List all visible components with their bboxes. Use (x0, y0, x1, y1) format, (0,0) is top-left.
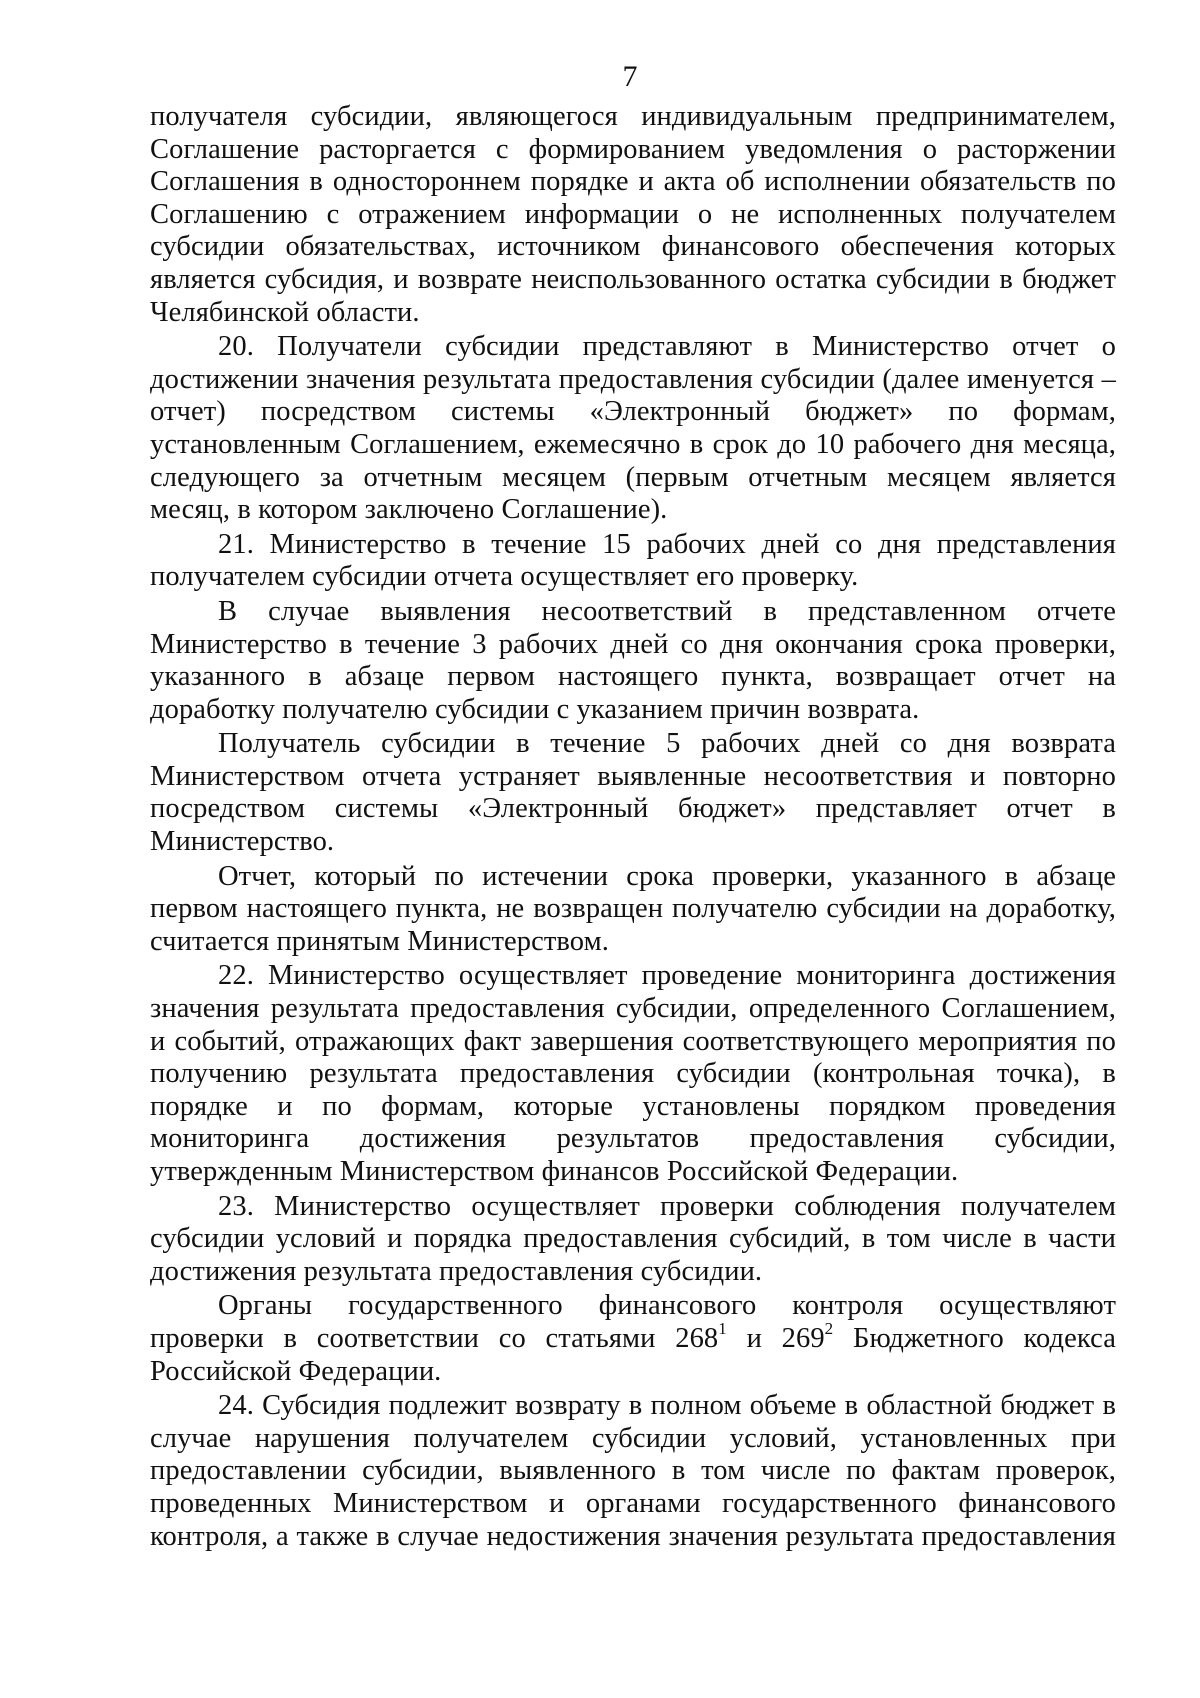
paragraph-item-23-control (150, 1290, 1116, 1388)
paragraph-item-22: 22. Министерство осуществляет проведение мониторинга достижения значения результата предоставления субсидии, определенного Соглашением, и событий, отражающих факт завершения соответствующего мероприятия по получению результата предоставления субсидии (контрольная точка), в порядке и по формам, которые установлены порядком проведения мониторинга достижения результатов предоставления субсидии, утвержденным Министерством финансов Российской Федерации. (150, 960, 1116, 1187)
paragraph-text: Органы государственного финансового контроля осуществляют проверки в соответствии со статьями 268 (150, 1290, 1116, 1354)
paragraph-item-20: 20. Получатели субсидии представляют в Министерство отчет о достижении значения результата предоставления субсидии (далее именуется – отчет) посредством системы «Электронный бюджет» по формам, установленным Соглашением, ежемесячно в срок до 10 рабочего дня месяца, следующего за отчетным месяцем (первым отчетным месяцем является месяц, в котором заключено Соглашение). (150, 331, 1116, 526)
paragraph-item-21-accepted: Отчет, который по истечении срока проверки, указанного в абзаце первом настоящего пункта, не возвращен получателю субсидии на доработку, считается принятым Министерством. (150, 860, 1116, 957)
article-superscript: 2 (824, 1319, 834, 1339)
paragraph-text: и 269 (726, 1322, 825, 1354)
paragraph-item-21-correction: Получатель субсидии в течение 5 рабочих дней со дня возврата Министерством отчета устраняет выявленные несоответствия и повторно посредством системы «Электронный бюджет» представляет отчет в Министерство. (150, 728, 1116, 858)
paragraph-item-21-return: В случае выявления несоответствий в представленном отчете Министерство в течение 3 рабочих дней со дня окончания срока проверки, указанного в абзаце первом настоящего пункта, возвращает отчет на доработку получателю субсидии с указанием причин возврата. (150, 595, 1116, 725)
page-number: 7 (622, 60, 638, 93)
article-superscript: 1 (718, 1319, 727, 1339)
paragraph-item-21: 21. Министерство в течение 15 рабочих дней со дня представления получателем субсидии отчета осуществляет его проверку. (150, 528, 1116, 593)
paragraph-text: Бюджетного кодекса Российской Федерации. (150, 1322, 1116, 1387)
document-body (150, 101, 1116, 1553)
paragraph-item-23: 23. Министерство осуществляет проверки соблюдения получателем субсидии условий и порядка предоставления субсидий, в том числе в части достижения результата предоставления субсидии. (150, 1190, 1116, 1287)
paragraph-item-24: 24. Субсидия подлежит возврату в полном объеме в областной бюджет в случае нарушения получателем субсидии условий, установленных при предоставлении субсидии, выявленного в том числе по фактам проверок, проведенных Министерством и органами государственного финансового контроля, а также в случае недостижения значения результата предоставления (150, 1390, 1116, 1552)
paragraph-continuation: получателя субсидии, являющегося индивидуальным предпринимателем, Соглашение расторгается с формированием уведомления о расторжении Соглашения в одностороннем порядке и акта об исполнении обязательств по Соглашению с отражением информации о не исполненных получателем субсидии обязательствах, источником финансового обеспечения которых является субсидия, и возврате неиспользованного остатка субсидии в бюджет Челябинской области. (150, 101, 1116, 328)
